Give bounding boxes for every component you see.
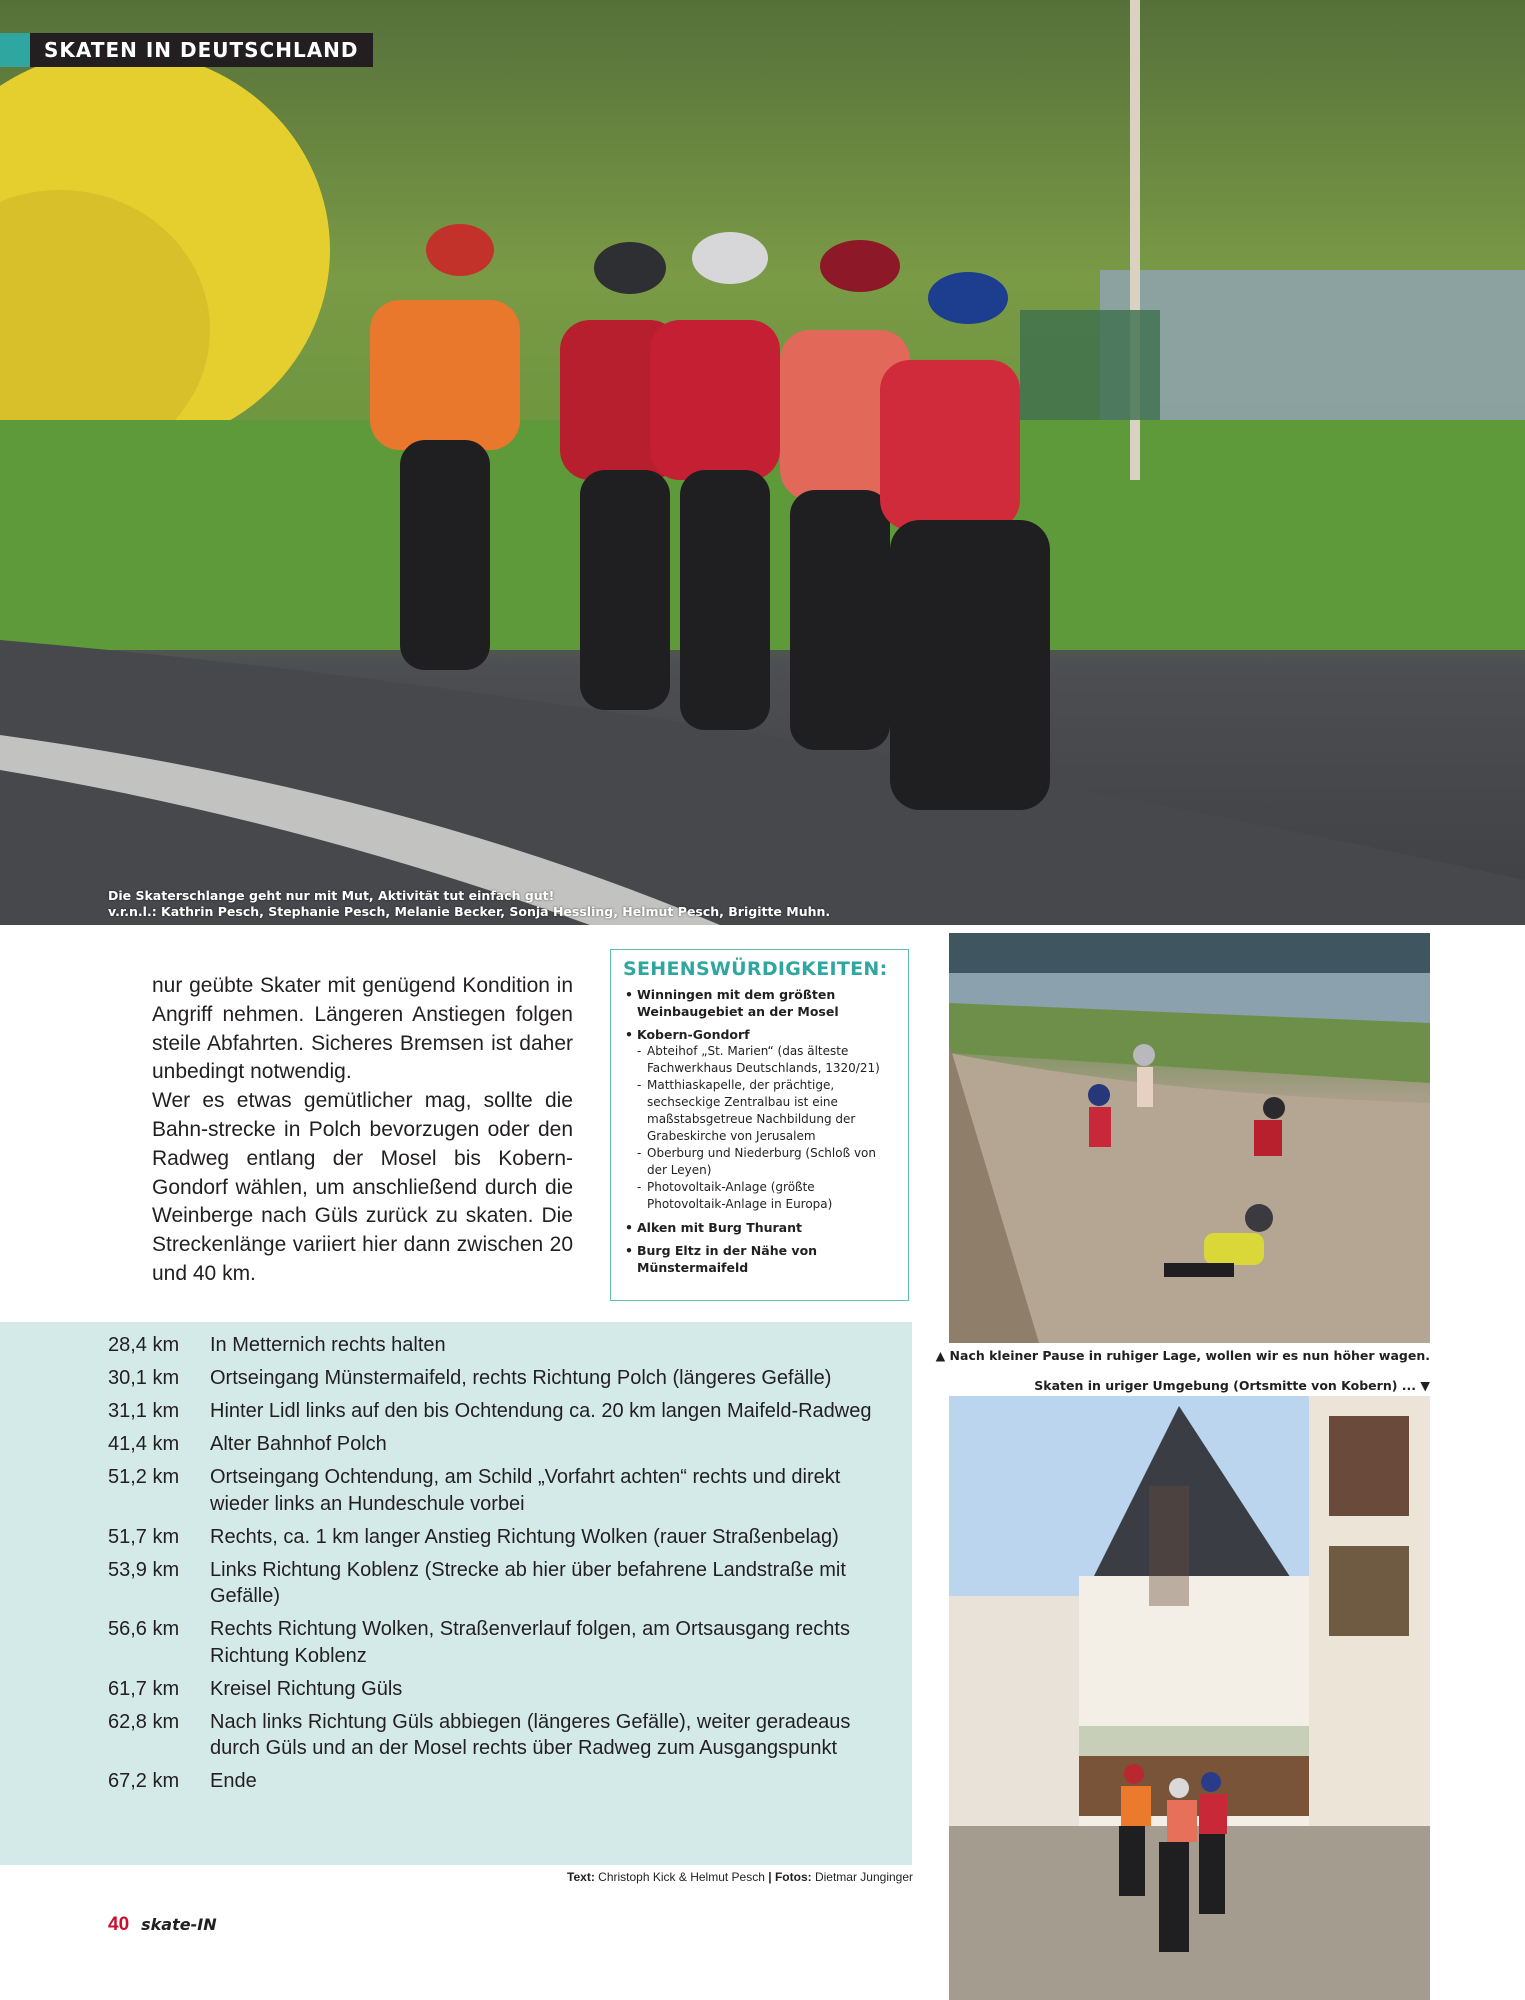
- sights-subitem: - Photovoltaik-Anlage (größte Photovoltaik-Anlage in Europa): [637, 1179, 896, 1213]
- route-km: 67,2 km: [108, 1770, 180, 1792]
- route-table: [0, 1322, 912, 1865]
- route-row: [108, 1464, 898, 1517]
- page-number: 40: [108, 1914, 130, 1935]
- sights-item: • Winningen mit dem größten Weinbaugebiet an der Mosel: [623, 986, 896, 1020]
- credits: [567, 1870, 913, 1884]
- route-desc: Hinter Lidl links auf den bis Ochtendung ca. 20 km langen Maifeld-Radweg: [210, 1400, 872, 1422]
- vineyard-photo-illustration: [949, 933, 1430, 1343]
- credits-text-value: Christoph Kick & Helmut Pesch: [598, 1870, 765, 1884]
- route-km: 28,4 km: [108, 1334, 180, 1356]
- route-km: 41,4 km: [108, 1433, 180, 1455]
- section-label: SKATEN IN DEUTSCHLAND: [30, 33, 373, 67]
- section-label-accent: [0, 33, 30, 67]
- credits-text-label: Text:: [567, 1870, 595, 1884]
- route-desc: Kreisel Richtung Güls: [210, 1677, 403, 1700]
- route-km: 31,1 km: [108, 1400, 180, 1422]
- article-paragraph: nur geübte Skater mit genügend Kondition in Angriff nehmen. Längeren Anstiegen folgen steile Abfahrten. Sicheres Bremsen ist daher unbedingt notwendig.: [152, 974, 573, 1084]
- route-row: [108, 1676, 898, 1703]
- sights-sublist: [637, 1043, 896, 1213]
- credits-photo-label: Fotos:: [774, 1870, 812, 1884]
- route-desc: Ende: [210, 1770, 257, 1792]
- route-km: 30,1 km: [108, 1367, 180, 1389]
- hero-caption-line2: v.r.n.l.: Kathrin Pesch, Stephanie Pesch, Melanie Becker, Sonja Hessling, Helmut Pesch, Brigitte Muhn.: [108, 904, 831, 919]
- village-caption: Skaten in uriger Umgebung (Ortsmitte von Kobern) ... ▼: [1034, 1378, 1430, 1393]
- vineyard-caption: ▲ Nach kleiner Pause in ruhiger Lage, wollen wir es nun höher wagen.: [935, 1348, 1430, 1363]
- sights-item-label: Kobern-Gondorf: [637, 1027, 750, 1042]
- route-desc: Ortseingang Münstermaifeld, rechts Richtung Polch (längeres Gefälle): [210, 1367, 832, 1389]
- route-km: 61,7 km: [108, 1677, 180, 1700]
- sights-subitem: - Matthiaskapelle, der prächtige, sechseckige Zentralbau ist eine maßstabsgetreue Nachbildung der Grabeskirche von Jerusalem: [637, 1077, 896, 1145]
- section-label-bar: [0, 33, 373, 67]
- route-row: [108, 1332, 898, 1359]
- route-row: [108, 1431, 898, 1458]
- route-row: [108, 1709, 898, 1762]
- sights-subitem: - Oberburg und Niederburg (Schloß von der Leyen): [637, 1145, 896, 1179]
- route-row: [108, 1616, 898, 1669]
- vineyard-photo: [949, 933, 1430, 1343]
- credits-photo-value: Dietmar Junginger: [814, 1870, 913, 1884]
- route-list: [108, 1332, 898, 1801]
- route-km: 62,8 km: [108, 1710, 180, 1733]
- route-desc: Rechts Richtung Wolken, Straßenverlauf folgen, am Ortsausgang rechts Richtung Koblenz: [210, 1618, 850, 1667]
- sights-subitem: - Abteihof „St. Marien“ (das älteste Fachwerkhaus Deutschlands, 1320/21): [637, 1043, 896, 1077]
- route-km: 51,7 km: [108, 1525, 180, 1548]
- route-km: 56,6 km: [108, 1618, 180, 1640]
- sights-title: SEHENSWÜRDIGKEITEN:: [623, 958, 888, 980]
- hero-photo: [0, 0, 1525, 925]
- route-row: [108, 1768, 898, 1795]
- hero-caption: [108, 888, 830, 920]
- route-row: [108, 1557, 898, 1610]
- route-desc: Alter Bahnhof Polch: [210, 1433, 387, 1455]
- route-row: [108, 1524, 898, 1551]
- sights-item: [623, 1026, 896, 1213]
- village-photo: [949, 1396, 1430, 2000]
- route-desc: Ortseingang Ochtendung, am Schild „Vorfahrt achten“ rechts und direkt wieder links an Hundeschule vorbei: [210, 1466, 841, 1515]
- credits-separator: |: [768, 1870, 772, 1884]
- article-body: [152, 972, 573, 1289]
- route-row: [108, 1365, 898, 1392]
- route-km: 51,2 km: [108, 1466, 180, 1488]
- article-paragraph: Wer es etwas gemütlicher mag, sollte die Bahn-strecke in Polch bevorzugen oder den Radweg entlang der Mosel bis Kobern-Gondorf wählen, um anschließend durch die Weinberge nach Güls zurück zu skaten. Die Streckenlänge variiert hier dann zwischen 20 und 40 km.: [152, 1089, 573, 1285]
- sights-item: • Alken mit Burg Thurant: [623, 1219, 896, 1236]
- route-km: 53,9 km: [108, 1558, 180, 1581]
- route-desc: Nach links Richtung Güls abbiegen (längeres Gefälle), weiter geradeaus durch Güls und an der Mosel rechts über Radweg zum Ausgangspunkt: [210, 1710, 851, 1759]
- route-row: [108, 1398, 898, 1425]
- route-desc: Links Richtung Koblenz (Strecke ab hier über befahrene Landstraße mit Gefälle): [210, 1558, 846, 1607]
- page-folio: [108, 1914, 217, 1936]
- hero-caption-line1: Die Skaterschlange geht nur mit Mut, Aktivität tut einfach gut!: [108, 888, 555, 903]
- village-photo-illustration: [949, 1396, 1430, 2000]
- sights-box: [610, 949, 909, 1301]
- magazine-logo: skate-IN: [141, 1915, 217, 1934]
- route-desc: Rechts, ca. 1 km langer Anstieg Richtung Wolken (rauer Straßenbelag): [210, 1525, 839, 1548]
- route-desc: In Metternich rechts halten: [210, 1334, 446, 1356]
- sights-item: • Burg Eltz in der Nähe von Münstermaifeld: [623, 1242, 896, 1276]
- hero-photo-illustration: [0, 0, 1525, 925]
- sights-list: [623, 986, 896, 1276]
